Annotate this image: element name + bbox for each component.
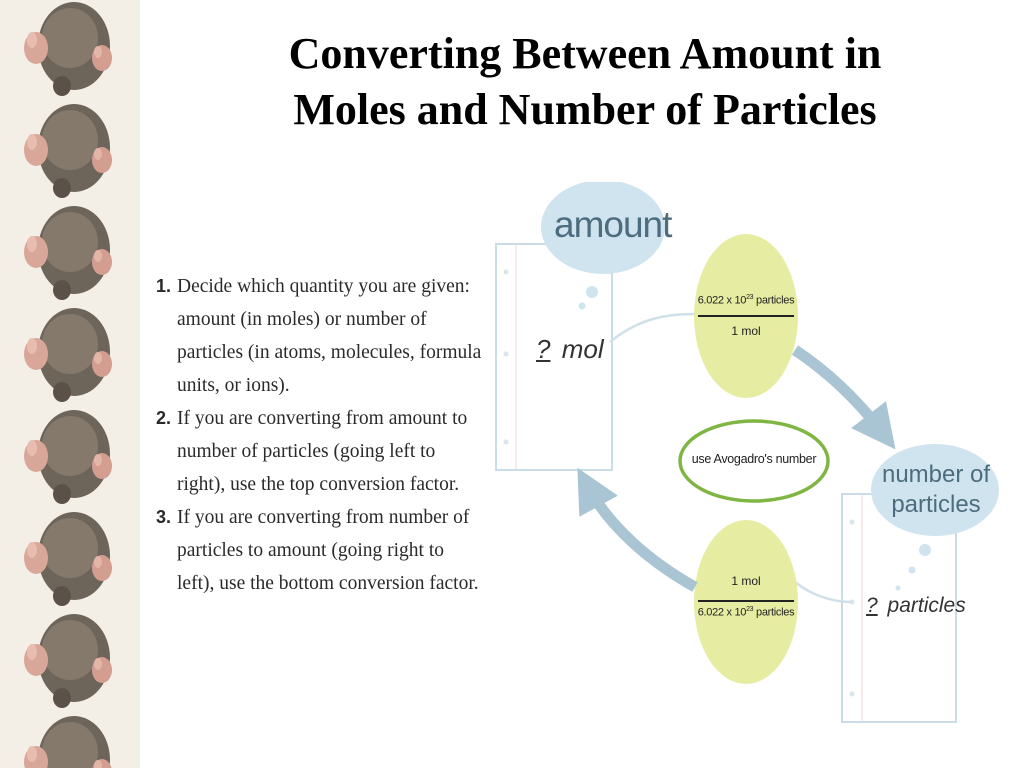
top-factor-denominator: 1 mol — [731, 324, 761, 338]
mole-images — [0, 0, 140, 768]
step-3 — [156, 501, 486, 600]
mole-image — [0, 98, 140, 200]
mole-image — [0, 404, 140, 506]
mole-image — [0, 506, 140, 608]
slide-title-line-1: Converting Between Amount in — [288, 29, 882, 78]
conversion-diagram — [490, 182, 1020, 732]
step-number: 2. — [156, 408, 172, 428]
amount-unit: mol — [561, 334, 604, 364]
bottom-factor-numerator: 1 mol — [731, 574, 761, 588]
top-numerator-unit: particles — [756, 294, 795, 307]
mole-image — [0, 0, 140, 98]
mole-image — [0, 710, 140, 768]
step-text: If you are converting from number of particles to amount (going right to left), use the bottom conversion factor. — [177, 507, 479, 594]
arrow-right-icon — [795, 350, 882, 432]
particles-label-line-2: particles — [891, 491, 981, 518]
bottom-denominator-exponent: 23 — [746, 606, 754, 613]
step-1 — [156, 270, 486, 402]
arrow-left-icon — [588, 487, 695, 587]
top-factor-numerator — [696, 294, 796, 307]
amount-label: amount — [554, 204, 672, 245]
bottom-factor-denominator — [696, 606, 796, 619]
avogadro-label: use Avogadro's number — [691, 452, 817, 466]
step-text: If you are converting from amount to number of particles (going left to right), use the top conversion factor. — [177, 408, 468, 495]
mole-image — [0, 200, 140, 302]
top-numerator-exponent: 23 — [746, 294, 754, 301]
particles-note — [862, 594, 966, 618]
top-numerator-base: 6.022 x 10 — [697, 294, 747, 307]
slide-title — [160, 26, 1010, 138]
particles-unit: particles — [887, 594, 966, 617]
particles-blank: ? — [866, 594, 878, 617]
step-number: 3. — [156, 507, 172, 527]
step-text: Decide which quantity you are given: amount (in moles) or number of particles (in atoms, molecules, formula units, or ions). — [177, 276, 482, 396]
amount-blank: ? — [536, 334, 551, 364]
slide-title-line-2: Moles and Number of Particles — [293, 85, 877, 134]
particles-label — [875, 460, 997, 520]
amount-note — [532, 334, 604, 365]
step-2 — [156, 402, 486, 501]
particles-label-line-1: number of — [881, 461, 991, 488]
steps-list — [156, 270, 486, 600]
mole-image — [0, 302, 140, 404]
mole-image — [0, 608, 140, 710]
bottom-denominator-unit: particles — [756, 606, 795, 619]
bottom-denominator-base: 6.022 x 10 — [697, 606, 747, 619]
step-number: 1. — [156, 276, 172, 296]
mole-photo-strip — [0, 0, 140, 768]
